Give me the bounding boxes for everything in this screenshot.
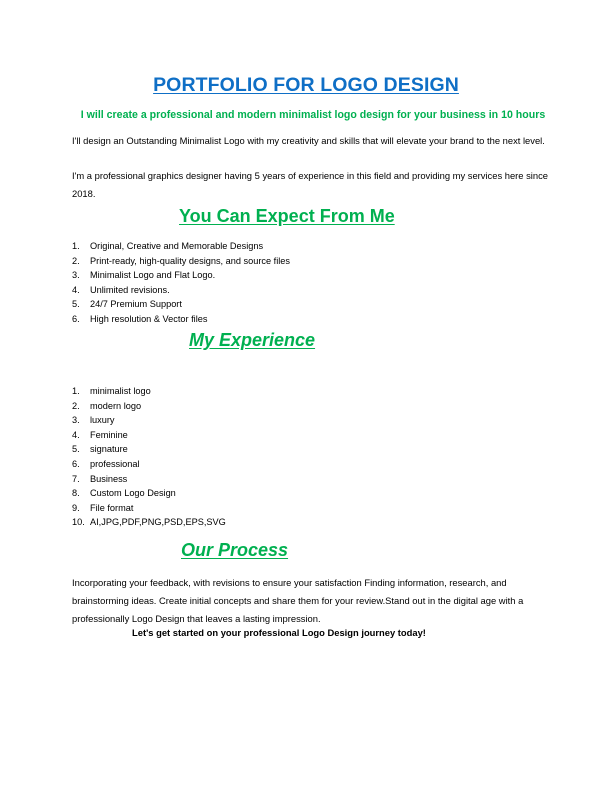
list-item — [72, 457, 226, 472]
list-item-text: Minimalist Logo and Flat Logo. — [90, 270, 216, 281]
list-number: 9. — [72, 502, 80, 513]
list-item-text: Feminine — [90, 429, 128, 440]
section-heading-expect: You Can Expect From Me — [179, 206, 395, 226]
list-number: 4. — [72, 284, 80, 295]
intro-paragraph-1: I'll design an Outstanding Minimalist Logo with my creativity and skills that will elevate your brand to the next level. — [72, 135, 545, 146]
list-item-text: professional — [90, 458, 140, 469]
section-heading-process: Our Process — [181, 540, 289, 560]
list-item — [72, 312, 290, 327]
list-number: 5. — [72, 299, 80, 310]
list-item-text: minimalist logo — [90, 386, 151, 396]
list-item-text: High resolution & Vector files — [90, 313, 208, 324]
list-number: 6. — [72, 458, 80, 469]
experience-list — [72, 384, 226, 530]
list-number: 3. — [72, 270, 80, 281]
list-number: 1. — [72, 386, 80, 396]
list-number: 3. — [72, 415, 80, 426]
list-number: 6. — [72, 313, 80, 324]
list-item-text: Unlimited revisions. — [90, 284, 170, 295]
list-item — [72, 428, 226, 443]
list-item-text: Business — [90, 473, 128, 484]
page-title: PORTFOLIO FOR LOGO DESIGN — [153, 74, 459, 96]
list-item — [72, 239, 290, 254]
list-item — [72, 384, 226, 399]
list-item — [72, 501, 226, 516]
list-item — [72, 442, 226, 457]
list-number: 4. — [72, 429, 80, 440]
expect-list — [72, 239, 290, 327]
closing-line: Let's get started on your professional Logo Design journey today! — [132, 627, 426, 638]
list-number: 7. — [72, 473, 80, 484]
list-item-text: Print-ready, high-quality designs, and source files — [90, 255, 291, 266]
list-number: 2. — [72, 400, 80, 411]
list-item — [72, 413, 226, 428]
list-item-text: 24/7 Premium Support — [90, 299, 182, 310]
list-item — [72, 472, 226, 487]
list-number: 2. — [72, 255, 80, 266]
intro-paragraph-2: I'm a professional graphics designer having 5 years of experience in this field and providing my services here since 2018. — [72, 170, 548, 199]
process-paragraph: Incorporating your feedback, with revisions to ensure your satisfaction Finding information, research, and brainstorming ideas. Create initial concepts and share them for your review.Stand out in the digital age with a professionally Logo Design that leaves a lasting impression. — [72, 577, 524, 624]
list-item-text: modern logo — [90, 400, 142, 411]
list-item-text: AI,JPG,PDF,PNG,PSD,EPS,SVG — [90, 517, 226, 528]
list-item-text: luxury — [90, 415, 115, 426]
list-number: 1. — [72, 241, 80, 251]
list-item — [72, 283, 290, 298]
section-heading-experience: My Experience — [189, 330, 316, 350]
list-item — [72, 399, 226, 414]
list-item — [72, 486, 226, 501]
list-item-text: signature — [90, 444, 128, 455]
list-item-text: File format — [90, 502, 134, 513]
list-item — [72, 297, 290, 312]
list-item-text: Custom Logo Design — [90, 488, 176, 499]
page-subtitle: I will create a professional and modern minimalist logo design for your business in 10 hours — [80, 109, 546, 121]
list-item — [72, 268, 290, 283]
list-number: 5. — [72, 444, 80, 455]
list-item-text: Original, Creative and Memorable Designs — [90, 241, 264, 251]
list-number: 8. — [72, 488, 80, 499]
list-number: 10. — [72, 517, 85, 528]
list-item — [72, 254, 290, 269]
list-item — [72, 515, 226, 530]
